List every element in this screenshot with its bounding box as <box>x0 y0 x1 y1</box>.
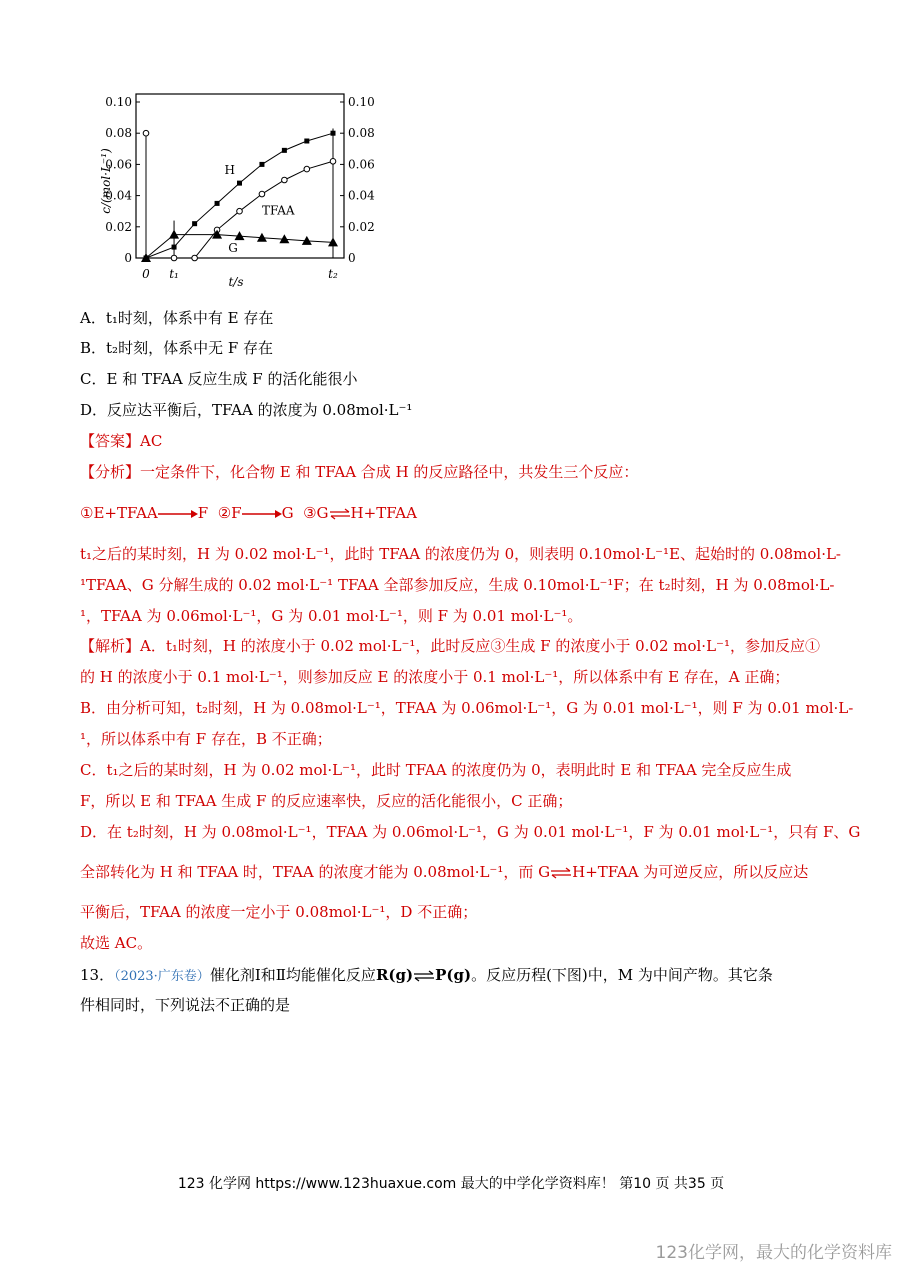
analysis-intro: 【分析】一定条件下，化合物 E 和 TFAA 合成 H 的反应路径中，共发生三个反应： <box>80 463 639 481</box>
data-point-tfaa <box>259 191 265 197</box>
solution-b1: B．由分析可知，t₂时刻，H 为 0.08mol·L⁻¹，TFAA 为 0.06mol·L⁻¹，G 为 0.01 mol·L⁻¹，则 F 为 0.01 mol·L- <box>80 699 854 717</box>
data-point-h <box>192 221 197 226</box>
solution-d1: D．在 t₂时刻，H 为 0.08mol·L⁻¹，TFAA 为 0.06mol·L⁻¹，G 为 0.01 mol·L⁻¹，F 为 0.01 mol·L⁻¹，只有 F、G <box>80 823 861 841</box>
series-label-g: G <box>228 240 238 255</box>
q13-line2: 件相同时，下列说法不正确的是 <box>80 996 291 1014</box>
reaction-1-product: F <box>197 504 209 522</box>
solution-a1: 【解析】A．t₁时刻，H 的浓度小于 0.02 mol·L⁻¹，此时反应③生成 F 的浓度小于 0.02 mol·L⁻¹，参加反应① <box>80 637 820 655</box>
solution-d3: 平衡后，TFAA 的浓度一定小于 0.08mol·L⁻¹，D 不正确； <box>80 903 478 921</box>
data-point-tfaa <box>304 166 310 172</box>
solution-d2b: H+TFAA 为可逆反应，所以反应达 <box>572 863 809 881</box>
y-tick-label-right: 0.06 <box>348 157 375 172</box>
y-tick-label-right: 0.04 <box>348 188 375 203</box>
q13-product: P(g) <box>435 966 472 984</box>
data-point-h <box>282 148 287 153</box>
data-point-h <box>237 181 242 186</box>
y-tick-label-left: 0 <box>124 251 132 265</box>
y-tick-label-left: 0.08 <box>105 126 132 141</box>
solution-b2: ¹，所以体系中有 F 存在，B 不正确； <box>80 730 332 748</box>
analysis-p2: ¹TFAA、G 分解生成的 0.02 mol·L⁻¹ TFAA 全部参加反应，生成 0.10mol·L⁻¹F；在 t₂时刻，H 为 0.08mol·L- <box>80 576 835 594</box>
concentration-chart <box>96 86 386 291</box>
chart-series <box>141 130 338 262</box>
x-tick-label: t₂ <box>328 267 338 281</box>
option-c: C．E 和 TFAA 反应生成 F 的活化能很小 <box>80 370 358 388</box>
q13-text2: 。反应历程(下图)中，M 为中间产物。其它条 <box>471 966 773 984</box>
q13-line1 <box>80 965 773 987</box>
x-axis-label: t/s <box>228 275 244 289</box>
option-a: A．t₁时刻，体系中有 E 存在 <box>80 309 274 327</box>
x-tick-label: 0 <box>142 267 150 281</box>
reaction-2: ②F <box>217 504 242 522</box>
solution-a2: 的 H 的浓度小于 0.1 mol·L⁻¹，则参加反应 E 的浓度小于 0.1 mol·L⁻¹，所以体系中有 E 存在，A 正确； <box>80 668 790 686</box>
q13-source: （2023·广东卷） <box>114 969 210 984</box>
equilibrium-arrow-icon <box>329 508 351 520</box>
reaction-3-product: H+TFAA <box>350 504 417 522</box>
solution-d2 <box>80 862 808 882</box>
data-point-h <box>259 162 264 167</box>
q13-number: 13． <box>80 966 115 984</box>
solution-d2a: 全部转化为 H 和 TFAA 时，TFAA 的浓度才能为 0.08mol·L⁻¹，而 G <box>80 863 551 881</box>
data-point-h <box>215 201 220 206</box>
answer: 【答案】AC <box>80 432 163 450</box>
data-point-tfaa <box>330 158 336 164</box>
option-b: B．t₂时刻，体系中无 F 存在 <box>80 339 274 357</box>
watermark: 123化学网，最大的化学资料库 <box>655 1243 892 1263</box>
data-point-h <box>331 131 336 136</box>
series-label-tfaa: TFAA <box>261 203 295 218</box>
right-arrow-icon <box>158 509 198 519</box>
analysis-p3: ¹，TFAA 为 0.06mol·L⁻¹，G 为 0.01 mol·L⁻¹，则 F 为 0.01 mol·L⁻¹。 <box>80 607 583 625</box>
data-point-h <box>172 245 177 250</box>
data-point-tfaa <box>171 255 177 261</box>
y-tick-label-right: 0.10 <box>348 95 375 109</box>
data-point-tfaa <box>237 208 243 214</box>
analysis-p1: t₁之后的某时刻，H 为 0.02 mol·L⁻¹，此时 TFAA 的浓度仍为 0，则表明 0.10mol·L⁻¹E、起始时的 0.08mol·L- <box>80 545 842 563</box>
solution-c1: C．t₁之后的某时刻，H 为 0.02 mol·L⁻¹，此时 TFAA 的浓度仍为 0，表明此时 E 和 TFAA 完全反应生成 <box>80 761 792 779</box>
solution-final: 故选 AC。 <box>80 934 153 952</box>
y-tick-label-left: 0.06 <box>105 157 132 172</box>
q13-text1: 催化剂Ⅰ和Ⅱ均能催化反应 <box>209 966 376 984</box>
data-point-h <box>304 139 309 144</box>
y-tick-label-left: 0.02 <box>105 219 132 234</box>
reaction-1: ①E+TFAA <box>80 504 158 522</box>
right-arrow-icon <box>242 509 282 519</box>
y-tick-label-left: 0.10 <box>105 95 132 109</box>
data-point-tfaa <box>143 130 149 136</box>
y-tick-label-right: 0 <box>348 251 356 265</box>
q13-reactant: R(g) <box>375 966 414 984</box>
chart-ticks <box>99 95 375 289</box>
series-label-h: H <box>224 162 236 177</box>
y-axis-label: c/(mol·L⁻¹) <box>99 148 113 214</box>
reaction-2-product: G <box>281 504 294 522</box>
option-d: D．反应达平衡后，TFAA 的浓度为 0.08mol·L⁻¹ <box>80 401 413 419</box>
data-point-tfaa <box>282 177 288 183</box>
data-point-tfaa <box>192 255 198 261</box>
equilibrium-arrow-icon <box>550 867 572 879</box>
x-tick-label: t₁ <box>169 267 179 281</box>
y-tick-label-right: 0.08 <box>348 126 375 141</box>
page-footer: 123 化学网 https://www.123huaxue.com 最大的中学化学资料库！ 第10 页 共35 页 <box>177 1176 725 1192</box>
reaction-list <box>80 503 417 523</box>
solution-c2: F，所以 E 和 TFAA 生成 F 的反应速率快，反应的活化能很小，C 正确； <box>80 792 573 810</box>
reaction-3: ③G <box>303 504 329 522</box>
equilibrium-arrow-icon <box>413 970 435 982</box>
y-tick-label-left: 0.04 <box>105 188 132 203</box>
y-tick-label-right: 0.02 <box>348 219 375 234</box>
